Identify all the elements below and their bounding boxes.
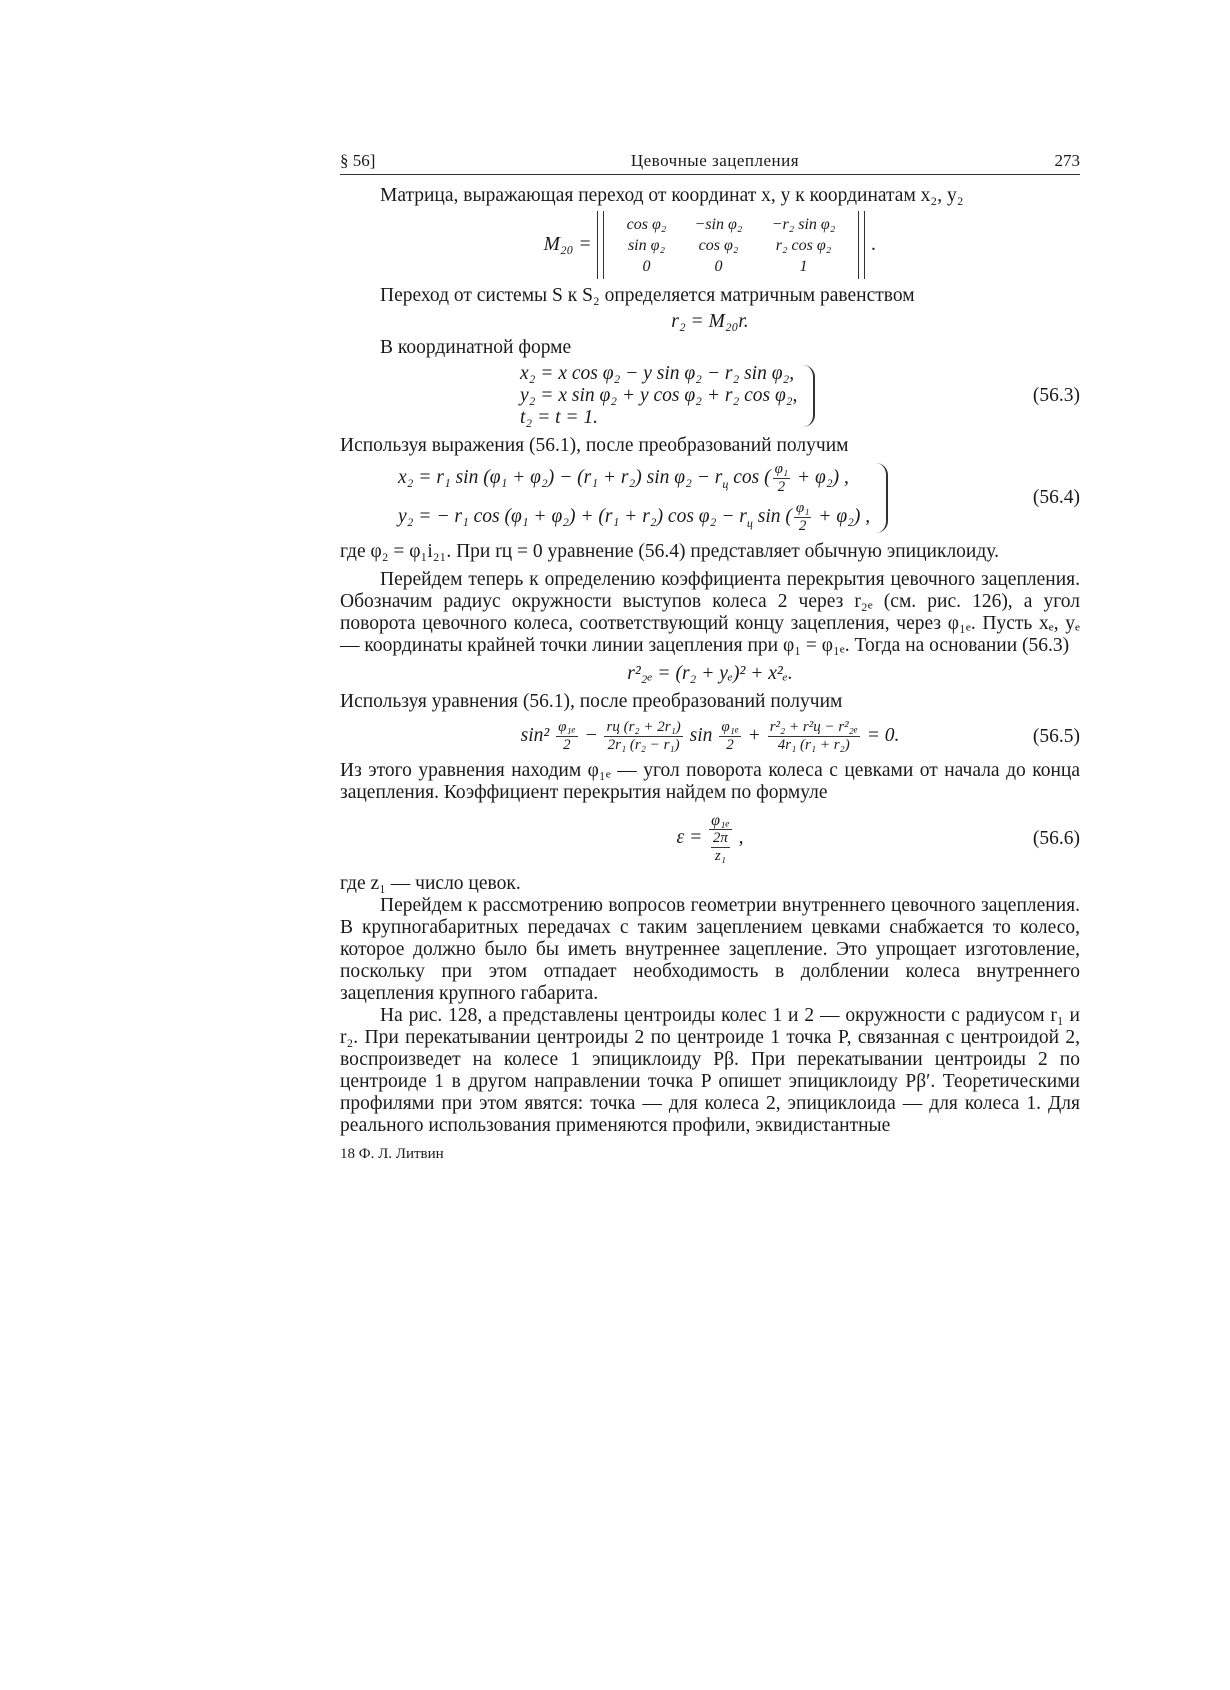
equation-line: x₂ = r₁ sin (φ₁ + φ₂) − (r₁ + r₂) $\sin \varphi_2 - r_ц$ cos ( $\frac{\text{φ₁}}{2}$ + φ₂) , (398, 461, 849, 495)
matrix-cell: cos φ₂ (626, 215, 667, 233)
matrix-cell: r₂ cos φ₂ (775, 236, 832, 254)
paragraph-from-equation: Из этого уравнения находим φ₁ₑ — угол поворота колеса с цевками от начала до конца зацепления. Коэффициент перекрытия найдем по формуле (340, 760, 1080, 803)
equation-56-3 (340, 363, 1080, 429)
running-header (340, 150, 1080, 175)
matrix-lhs: M₂₀ = (543, 234, 592, 255)
paragraph-overlap: Перейдем теперь к определению коэффициента перекрытия цевочного зацепления. Обозначим радиус окружности выступов колеса 2 через r₂ₑ (см. рис. 126), а угол поворота цевочного колеса, соответствующий концу зацепления, через φ₁ₑ. Пусть xₑ, yₑ — координаты крайней точки линии зацепления при φ₁ = φ₁ₑ. Тогда на основании (56.3) (340, 569, 1080, 656)
matrix-cell: 0 (642, 257, 651, 275)
paragraph-internal-gearing: Перейдем к рассмотрению вопросов геометрии внутреннего цевочного зацепления. В крупногабаритных передачах с таким зацеплением цевками снабжается то колесо, которое должно было бы иметь внутреннее зацепление. Это упрощает изготовление, поскольку при этом отпадает необходимость в долблении колеса внутреннего зацепления крупного габарита. (340, 895, 1080, 1004)
matrix-trail: . (871, 234, 877, 255)
curly-brace (803, 365, 815, 427)
matrix-cell: sin φ₂ (627, 236, 666, 254)
matrix-cell: −r₂ sin φ₂ (771, 215, 836, 233)
equation-r2e: r²₂ₑ = (r₂ + yₑ)² + x²ₑ. (627, 663, 793, 684)
page-number: 273 (1054, 151, 1080, 170)
matrix-cell: cos φ₂ (698, 236, 739, 254)
paragraph-where-2: где z₁ — число цевок. (340, 873, 521, 894)
equation-number: (56.4) (1032, 487, 1080, 508)
matrix-grid (610, 214, 852, 277)
equation-line: y₂ = − r₁ cos (φ₁ + φ₂) + (r₁ + r₂) $\cos \varphi_2 - r_ц$ sin ( $\frac{\text{φ₁}}{2}$ + φ₂) , (398, 500, 871, 534)
page (340, 150, 1080, 1165)
paragraph-transition: Переход от системы S к S₂ определяется матричным равенством (380, 285, 915, 306)
equation-line: y₂ = x sin φ₂ + y cos φ₂ + r₂ cos φ₂, (520, 385, 798, 406)
running-title: Цевочные зацепления (630, 151, 800, 170)
equation-r2: r₂ = M₂₀r. (671, 311, 749, 332)
curly-brace (876, 463, 888, 533)
equation-matrix (340, 211, 1080, 279)
paragraph-using-1: Используя выражения (56.1), после преобразований получим (340, 435, 849, 456)
equation-56-4 (340, 461, 1080, 535)
matrix-cell: 1 (799, 257, 808, 275)
equation-line: t₂ = t = 1. (520, 407, 599, 428)
equation-56-6: ε = $\frac{\text{φ₁ₑ}}{\frac{2\pi}{\text{z₁}}}$ , (56.6) (676, 812, 1080, 864)
equation-number: (56.3) (1032, 385, 1080, 406)
footer-signature: 18 Ф. Л. Литвин (340, 1146, 444, 1162)
section-marker: § 56] (340, 151, 376, 170)
paragraph-using-2: Используя уравнения (56.1), после преобразований получим (340, 691, 843, 712)
equation-56-5: sin² $\frac{\text{φ₁ₑ}}{2}$ − $\frac{\text{rц (r₂ + 2r₁)}}{\text{2r₁ (r₂ − r₁)}}$ sin $\frac{\text{φ₁ₑ}}{2}$ + $\frac{\text{r²₂ + r²ц − r²₂ₑ}}{\text{4r₁ (r₁ + r₂)}}$ = 0. (56.5) (520, 719, 1080, 753)
matrix-cell: −sin φ₂ (694, 215, 743, 233)
paragraph-coord-form: В координатной форме (380, 337, 572, 358)
paragraph-matrix-intro: Матрица, выражающая переход от координат x, y к координатам x₂, y₂ (380, 185, 964, 206)
matrix-left-bar (597, 211, 604, 279)
equation-number: (56.5) (1032, 725, 1080, 747)
matrix-right-bar (858, 211, 865, 279)
equation-number: (56.6) (1032, 827, 1080, 849)
paragraph-figure-128: На рис. 128, а представлены центроиды колес 1 и 2 — окружности с радиусом r₁ и r₂. При перекатывании центроиды 2 по центроиде 1 точка P, связанная с центроидой 2, воспроизведет на колесе 1 эпициклоиду Pβ. При перекатывании центроиды 2 по центроиде 1 в другом направлении точка P опишет эпициклоиду Pβ′. Теоретическими профилями при этом явятся: точка — для колеса 2, эпициклоида — для колеса 1. Для реального использования применяются профили, эквидистантные (340, 1005, 1080, 1136)
paragraph-where-1: где φ₂ = φ₁i₂₁. При rц = 0 уравнение (56.4) представляет обычную эпициклоиду. (340, 541, 999, 562)
equation-line: x₂ = x cos φ₂ − y sin φ₂ − r₂ sin φ₂, (520, 363, 795, 384)
matrix-cell: 0 (714, 257, 723, 275)
